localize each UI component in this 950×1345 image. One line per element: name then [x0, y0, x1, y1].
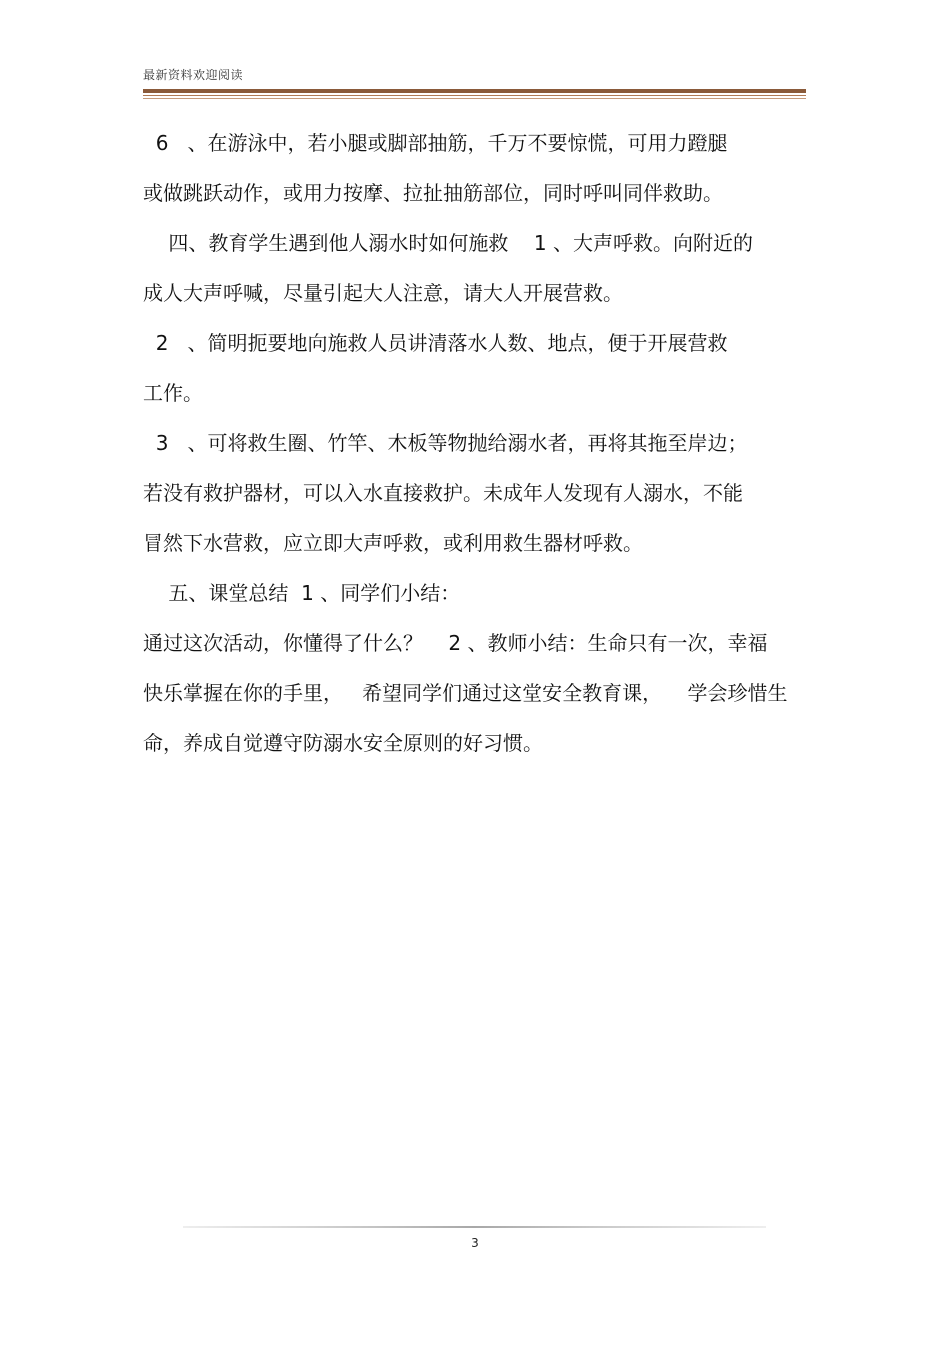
body-line: 6 、在游泳中，若小腿或脚部抽筋，千万不要惊慌，可用力蹬腿: [143, 131, 728, 155]
body-line: 若没有救护器材，可以入水直接救护。未成年人发现有人溺水，不能: [143, 481, 743, 505]
footer-rule: [183, 1226, 766, 1228]
body-line: 工作。: [143, 381, 203, 405]
header-rule-thin: [143, 98, 806, 99]
page-number: 3: [471, 1236, 479, 1250]
header-rule-thin: [143, 95, 806, 96]
header-text: 最新资料欢迎阅读: [143, 68, 244, 82]
body-line: 通过这次活动，你懂得了什么？ 2 、教师小结：生命只有一次，幸福: [143, 631, 768, 655]
body-line: 冒然下水营救，应立即大声呼救，或利用救生器材呼救。: [143, 531, 643, 555]
body-line: 成人大声呼喊，尽量引起大人注意，请大人开展营救。: [143, 281, 623, 305]
body-line: 2 、简明扼要地向施救人员讲清落水人数、地点，便于开展营救: [143, 331, 728, 355]
header-rule-thick: [143, 89, 806, 93]
body-line: 五、课堂总结 1 、同学们小结：: [143, 581, 461, 605]
body-line: 3 、可将救生圈、竹竿、木板等物抛给溺水者，再将其拖至岸边；: [143, 431, 748, 455]
body-line: 命，养成自觉遵守防溺水安全原则的好习惯。: [143, 731, 543, 755]
body-line: 或做跳跃动作，或用力按摩、拉扯抽筋部位，同时呼叫同伴救助。: [143, 181, 723, 205]
body-line: 快乐掌握在你的手里， 希望同学们通过这堂安全教育课， 学会珍惜生: [143, 681, 788, 705]
body-line: 四、教育学生遇到他人溺水时如何施救 1 、大声呼救。向附近的: [143, 231, 753, 255]
